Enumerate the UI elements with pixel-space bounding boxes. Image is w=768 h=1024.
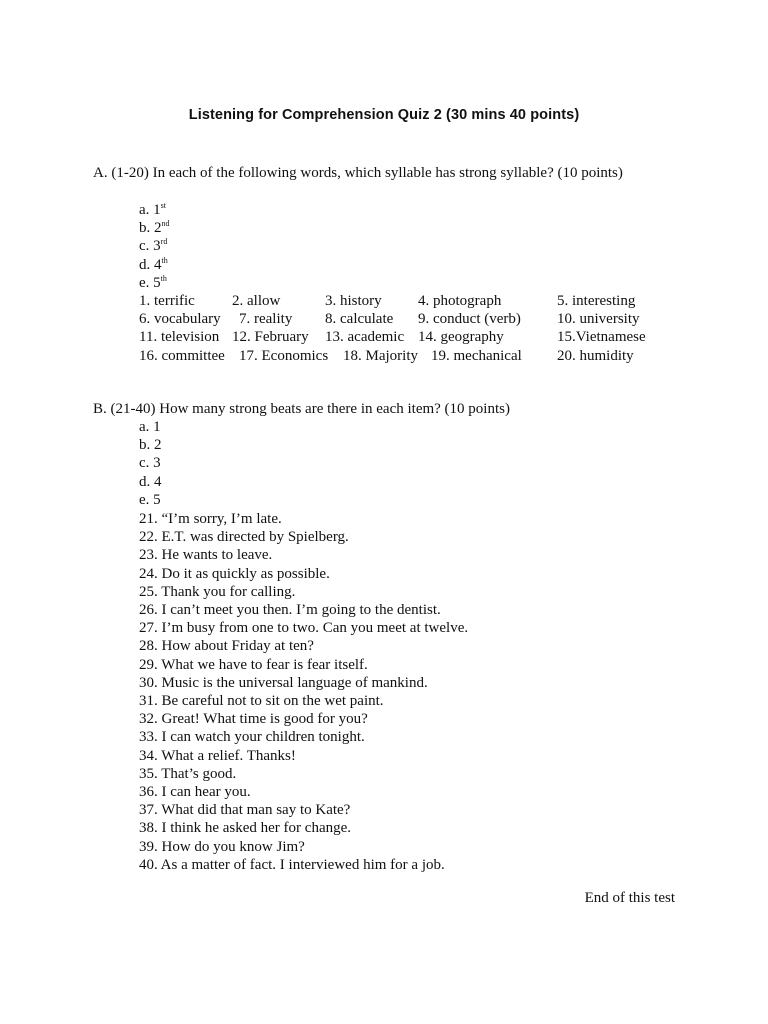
word-item: 16. committee bbox=[139, 347, 225, 364]
sentence-item: 35. That’s good. bbox=[139, 765, 237, 782]
sentence-item: 33. I can watch your children tonight. bbox=[139, 729, 365, 746]
end-note: End of this test bbox=[584, 890, 675, 906]
sentence-item: 27. I’m busy from one to two. Can you meet at twelve. bbox=[139, 620, 469, 637]
word-item: 1. terrific bbox=[139, 293, 195, 309]
section-a-prompt: A. (1-20) In each of the following words, which syllable has strong syllable? (10 points) bbox=[93, 165, 623, 181]
word-item: 10. university bbox=[557, 311, 640, 328]
word-item: 8. calculate bbox=[325, 311, 394, 328]
word-item: 17. Economics bbox=[239, 347, 329, 364]
word-item: 12. February bbox=[232, 329, 309, 346]
option-suffix: st bbox=[160, 201, 167, 210]
sentence-item: 21. “I’m sorry, I’m late. bbox=[139, 511, 282, 527]
sentence-item: 29. What we have to fear is fear itself. bbox=[139, 656, 368, 673]
word-item: 13. academic bbox=[325, 329, 405, 346]
word-item: 18. Majority bbox=[343, 347, 418, 364]
option-item: d. 4 bbox=[139, 473, 162, 490]
sentence-item: 37. What did that man say to Kate? bbox=[139, 802, 351, 819]
word-item: 5. interesting bbox=[557, 293, 636, 309]
sentence-item: 39. How do you know Jim? bbox=[139, 838, 305, 855]
option-item: b. 2 bbox=[139, 437, 162, 454]
option-suffix: th bbox=[161, 255, 168, 265]
option-suffix: rd bbox=[160, 237, 168, 247]
sentence-item: 22. E.T. was directed by Spielberg. bbox=[139, 529, 349, 546]
sentence-item: 36. I can hear you. bbox=[139, 784, 251, 801]
option-label: d. 4 bbox=[139, 256, 162, 273]
option-label: e. 5 bbox=[139, 274, 161, 291]
section-a-options bbox=[139, 201, 170, 292]
sentence-item: 24. Do it as quickly as possible. bbox=[139, 565, 330, 582]
sentence-item: 30. Music is the universal language of mankind. bbox=[139, 674, 428, 691]
section-b-options bbox=[139, 418, 162, 509]
option-item: c. 3 bbox=[139, 455, 161, 472]
sentence-item: 23. He wants to leave. bbox=[139, 547, 273, 564]
option-item: a. 1 bbox=[139, 419, 161, 435]
sentence-item: 38. I think he asked her for change. bbox=[139, 820, 352, 837]
option-suffix: th bbox=[160, 273, 167, 283]
word-item: 15.Vietnamese bbox=[557, 329, 646, 346]
word-item: 6. vocabulary bbox=[139, 311, 221, 328]
option-item bbox=[139, 237, 170, 255]
option-label: b. 2 bbox=[139, 220, 162, 237]
word-item: 20. humidity bbox=[557, 347, 634, 364]
option-item bbox=[139, 201, 170, 219]
sentence-item: 40. As a matter of fact. I interviewed him for a job. bbox=[139, 856, 445, 873]
sentence-item: 26. I can’t meet you then. I’m going to the dentist. bbox=[139, 602, 441, 619]
page-title: Listening for Comprehension Quiz 2 (30 mins 40 points) bbox=[188, 107, 580, 123]
word-item: 3. history bbox=[325, 293, 382, 309]
word-item: 9. conduct (verb) bbox=[418, 311, 521, 328]
option-suffix: nd bbox=[161, 219, 170, 229]
sentence-item: 31. Be careful not to sit on the wet paint. bbox=[139, 693, 384, 710]
option-item bbox=[139, 274, 170, 292]
option-item bbox=[139, 219, 170, 237]
word-item: 11. television bbox=[139, 329, 220, 346]
word-item: 14. geography bbox=[418, 329, 504, 346]
option-label: a. 1 bbox=[139, 202, 161, 218]
option-item bbox=[139, 256, 170, 274]
sentence-item: 25. Thank you for calling. bbox=[139, 583, 296, 600]
sentence-list bbox=[139, 510, 468, 874]
section-b-prompt: B. (21-40) How many strong beats are there in each item? (10 points) bbox=[93, 401, 510, 417]
word-item: 2. allow bbox=[232, 293, 281, 309]
word-item: 4. photograph bbox=[418, 293, 502, 309]
word-item: 19. mechanical bbox=[431, 347, 522, 364]
sentence-item: 28. How about Friday at ten? bbox=[139, 638, 314, 655]
option-item: e. 5 bbox=[139, 491, 161, 508]
sentence-item: 34. What a relief. Thanks! bbox=[139, 747, 296, 764]
option-label: c. 3 bbox=[139, 238, 161, 255]
word-item: 7. reality bbox=[239, 311, 293, 328]
sentence-item: 32. Great! What time is good for you? bbox=[139, 711, 368, 728]
